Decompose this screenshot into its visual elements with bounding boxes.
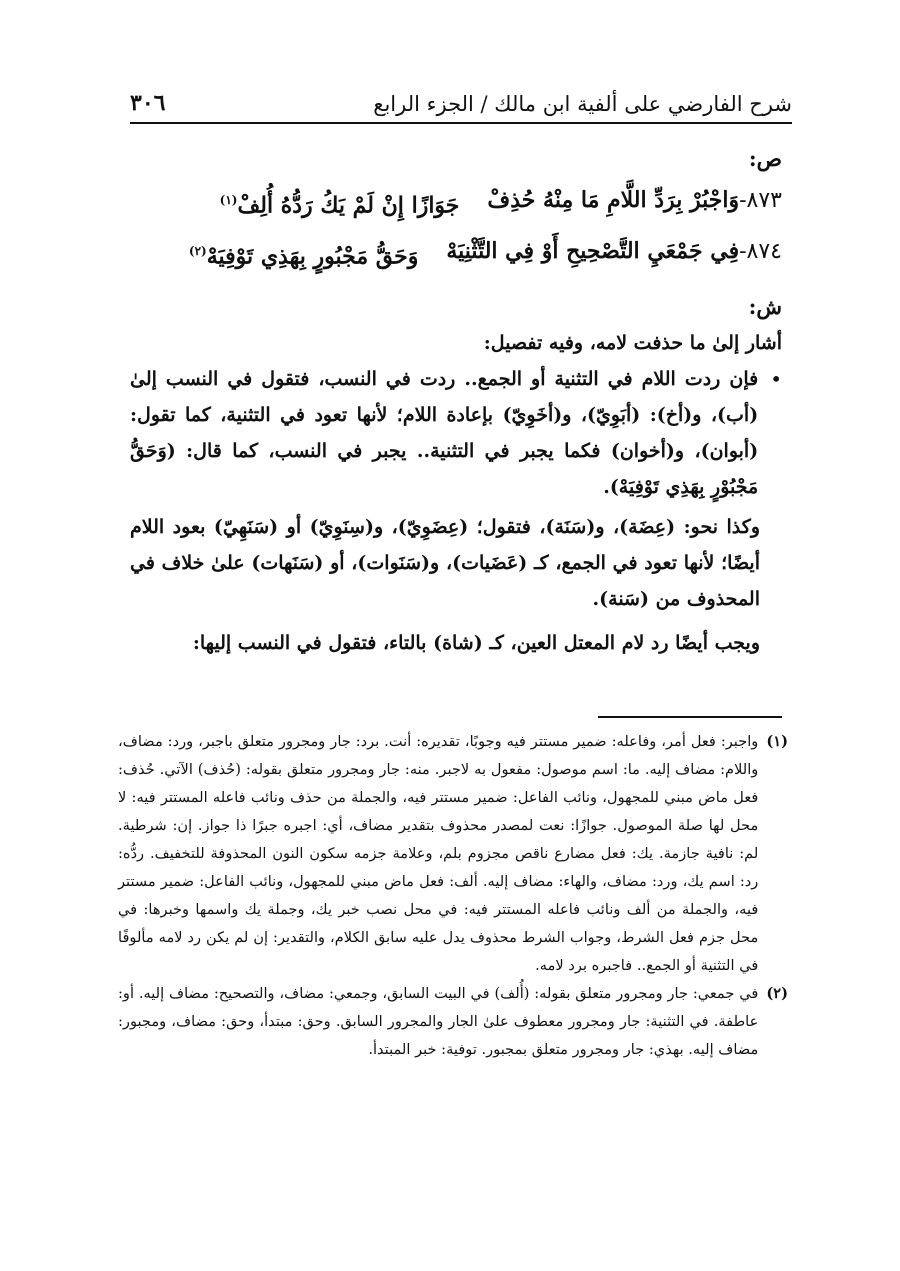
- bullet-icon: •: [770, 366, 782, 391]
- verse-line: [130, 177, 782, 228]
- verse-line: [130, 228, 782, 279]
- verse-label: ص:: [748, 146, 782, 171]
- verse-text-a: وَاجْبُرْ بِرَدِّ اللَّامِ مَا مِنْهُ حُذِفْ: [487, 187, 740, 213]
- page-header: [130, 82, 792, 124]
- commentary-intro: أشار إلىٰ ما حذفت لامه، وفيه تفصيل:: [483, 331, 782, 354]
- footnote-separator: [598, 716, 782, 718]
- footnote-number: (١): [766, 733, 788, 750]
- paragraph: ويجب أيضًا رد لام المعتل العين، كـ (شاة) بالتاء، فتقول في النسب إليها:: [192, 631, 760, 654]
- verse-text-b: وَحَقُّ مَجْبُورٍ بِهَذِي تَوْفِيَهْ: [206, 243, 419, 270]
- footnote: [118, 728, 788, 980]
- footnote-text: واجبر: فعل أمر، وفاعله: ضمير مستتر فيه وجوبًا، تقديره: أنت. برد: جار ومجرور متعلق باجبر، ورد: مضاف، واللام: مضاف إليه. ما: اسم موصول: مفعول به لاجبر. منه: جار ومجرور متعلق بقوله: (حُذف) الآتي. حُذف: فعل ماض مبني للمجهول، ونائب الفاعل: ضمير مستتر فيه، والجملة من حذف ونائب فاعله المستتر فيه: لا محل لها صلة الموصول. جوازًا: نعت لمصدر محذوف بتقدير مضاف، أي: اجبره جبرًا ذا جواز. إن: شرطية. لم: نافية جازمة. يك: فعل مضارع ناقص مجزوم بلم، وعلامة جزمه سكون النون المحذوفة للتخفيف. ردُّه: رد: اسم يك، ورد: مضاف، والهاء: مضاف إليه. ألف: فعل ماض مبني للمجهول، ونائب الفاعل: ضمير مستتر فيه، والجملة من ألف ونائب فاعله المستتر فيه: في محل نصب خبر يك، وجملة يك واسمها وخبرها: في محل جزم فعل الشرط، وجواب الشرط محذوف يدل عليه سابق الكلام، والتقدير: إن لم يكن رد لامه مألوفًا في التثنية أو الجمع.. فاجبره برد لامه.: [118, 733, 759, 974]
- footnote-mark[interactable]: (٢): [188, 244, 207, 259]
- running-title: شرح الفارضي على ألفية ابن مالك / الجزء الرابع: [373, 92, 792, 116]
- verse-text-b: جَوَازًا إِنْ لَمْ يَكُ رَدُّهُ أُلِفْ: [237, 192, 460, 219]
- footnote-mark[interactable]: (١): [219, 193, 238, 207]
- verse-number: ٨٧٤-: [739, 239, 782, 265]
- commentary-label: ش:: [748, 293, 782, 319]
- bullet-text: فإن ردت اللام في التثنية أو الجمع.. ردت في النسب، فتقول في النسب إلىٰ (أب)، و(أخ): (أبَوِيّ)، و(أخَوِيّ) بإعادة اللام؛ لأنها تعود في التثنية، كما تقول: (أبوان)، و(أخوان) فكما يجبر في التثنية.. يجبر في النسب، كما قال: (وَحَقُّ مَجْبُوْرٍ بِهَذِي تَوْفِيَهْ).: [130, 367, 759, 498]
- main-text: [130, 140, 782, 661]
- verse-second-hemistich: [220, 177, 460, 228]
- verse-first-hemistich: [487, 177, 782, 228]
- paragraph: وكذا نحو: (عِضَة)، و(سَنَة)، فتقول؛ (عِضَوِيّ)، و(سِنَوِيّ) أو (سَنَهِيّ) بعود اللام أيضًا؛ لأنها تعود في الجمع، كـ (عَضَيات)، و(سَنَوات)، أو (سَنَهات) علىٰ خلاف في المحذوف من (سَنة).: [130, 515, 760, 610]
- verse-text-a: فِي جَمْعَيِ التَّصْحِيحِ أَوْ فِي التَّثْنِيَهْ: [446, 238, 740, 265]
- footnote: [118, 980, 788, 1064]
- page-number: ٣٠٦: [130, 90, 166, 116]
- footnote-number: (٢): [766, 985, 788, 1002]
- verse-second-hemistich: [189, 228, 418, 279]
- footnotes: [118, 728, 788, 1064]
- verse-first-hemistich: [446, 228, 782, 279]
- bullet-item: [130, 361, 782, 505]
- verse-number: ٨٧٣-: [739, 188, 782, 213]
- footnote-text: في جمعي: جار ومجرور متعلق بقوله: (أُلف) في البيت السابق، وجمعي: مضاف، والتصحيح: مضاف إليه. أو: عاطفة. في التثنية: جار ومجرور معطوف علىٰ الجار والمجرور السابق. وحق: مبتدأ، وحق: مضاف، ومجبور: مضاف إليه. بهذي: جار ومجرور متعلق بمجبور. توفية: خبر المبتدأ.: [118, 985, 759, 1058]
